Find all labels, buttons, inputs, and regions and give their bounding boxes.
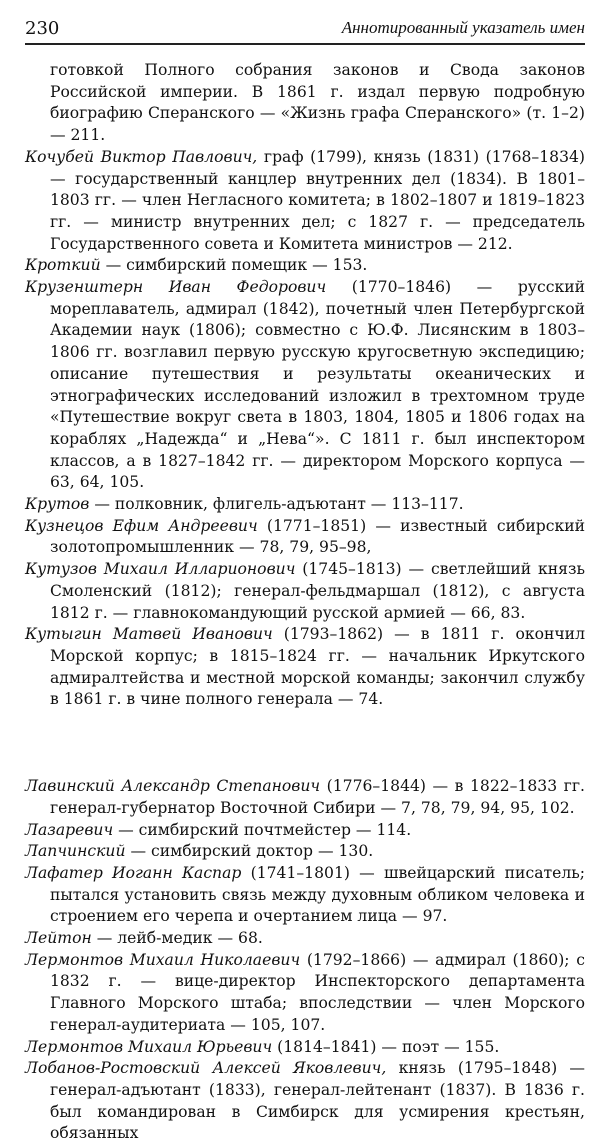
index-entry: Лавинский Александр Степанович (1776–1844) — в 1822–1833 гг. генерал-губернатор Восточной Сибири — 7, 78, 79, 94, 95, 102.: [25, 777, 585, 817]
index-entry: Кочубей Виктор Павлович, граф (1799), князь (1831) (1768–1834) — государственный канцлер внутренних дел (1834). В 1801–1803 гг. — член Негласного комитета; в 1802–1807 и 1819–1823 гг. — министр внутренних дел; с 1827 г. — председатель Государственного совета и Комитета министров — 212.: [25, 147, 586, 253]
index-entry: Кутыгин Матвей Иванович (1793–1862) — в 1811 г. окончил Морской корпус; в 1815–1824 гг. — начальник Иркутского адмиралтейства и местной морской команды; закончил службу в 1861 г. в чине полного генерала — 74.: [25, 625, 585, 709]
index-entry: Лермонтов Михаил Юрьевич (1814–1841) — поэт — 155.: [25, 1037, 500, 1056]
index-entry: Кузнецов Ефим Андреевич (1771–1851) — известный сибирский золотопромышленник — 78, 79, 95–98,: [25, 516, 585, 557]
index-entry: Крузенштерн Иван Федорович (1770–1846) — русский мореплаватель, адмирал (1842), почетный член Петербургской Академии наук (1806); совместно с Ю.Ф. Лисянским в 1803–1806 гг. возглавил первую русскую кругосветную экспедицию; описание путешествия и результаты океанических и этнографических исследований изложил в трехтомном труде «Путешествие вокруг света в 1803, 1804, 1805 и 1806 годах на кораблях „Надежда“ и „Нева“». С 1811 г. был инспектором классов, а в 1827–1842 гг. — директором Морского корпуса — 63, 64, 105.: [25, 278, 585, 492]
page-header: [25, 14, 585, 44]
index-entry: Лермонтов Михаил Николаевич (1792–1866) — адмирал (1860); с 1832 г. — вице-директор Инспекторского департамента Главного Морского штаба; впоследствии — член Морского генерал-аудитериата — 105, 107.: [25, 950, 585, 1034]
header-rule: [25, 43, 585, 45]
index-entry: Кутузов Михаил Илларионович (1745–1813) — светлейший князь Смоленский (1812); генерал-фельдмаршал (1812), с августа 1812 г. — главнокомандующий русской армией — 66, 83.: [25, 560, 585, 622]
index-entry: Кроткий — симбирский помещик — 153.: [25, 256, 368, 275]
section-gap: [25, 711, 585, 776]
index-entry: Лазаревич — симбирский почтмейстер — 114.: [25, 820, 412, 839]
index-text: [25, 60, 585, 1145]
index-entry: Лафатер Иоганн Каспар (1741–1801) — швейцарский писатель; пытался установить связь между духовным обликом человека и строением его черепа и очертанием лица — 97.: [25, 863, 585, 926]
index-entry: Лобанов-Ростовский Алексей Яковлевич, князь (1795–1848) — генерал-адъютант (1833), генерал-лейтенант (1837). В 1836 г. был командирован в Симбирск для усмирения крестьян, обязанных: [25, 1059, 585, 1143]
running-title: Аннотированный указатель имен: [341, 18, 585, 37]
index-entry-continued: готовкой Полного собрания законов и Свода законов Российской империи. В 1861 г. издал первую подробную биографию Сперанского — «Жизнь графа Сперанского» (т. 1–2) — 211.: [49, 61, 585, 145]
page-number: 230: [25, 18, 60, 39]
index-entry: Лейтон — лейб-медик — 68.: [25, 929, 263, 948]
index-entry: Лапчинский — симбирский доктор — 130.: [25, 842, 374, 861]
index-entry: Крутов — полковник, флигель-адъютант — 113–117.: [25, 495, 464, 514]
